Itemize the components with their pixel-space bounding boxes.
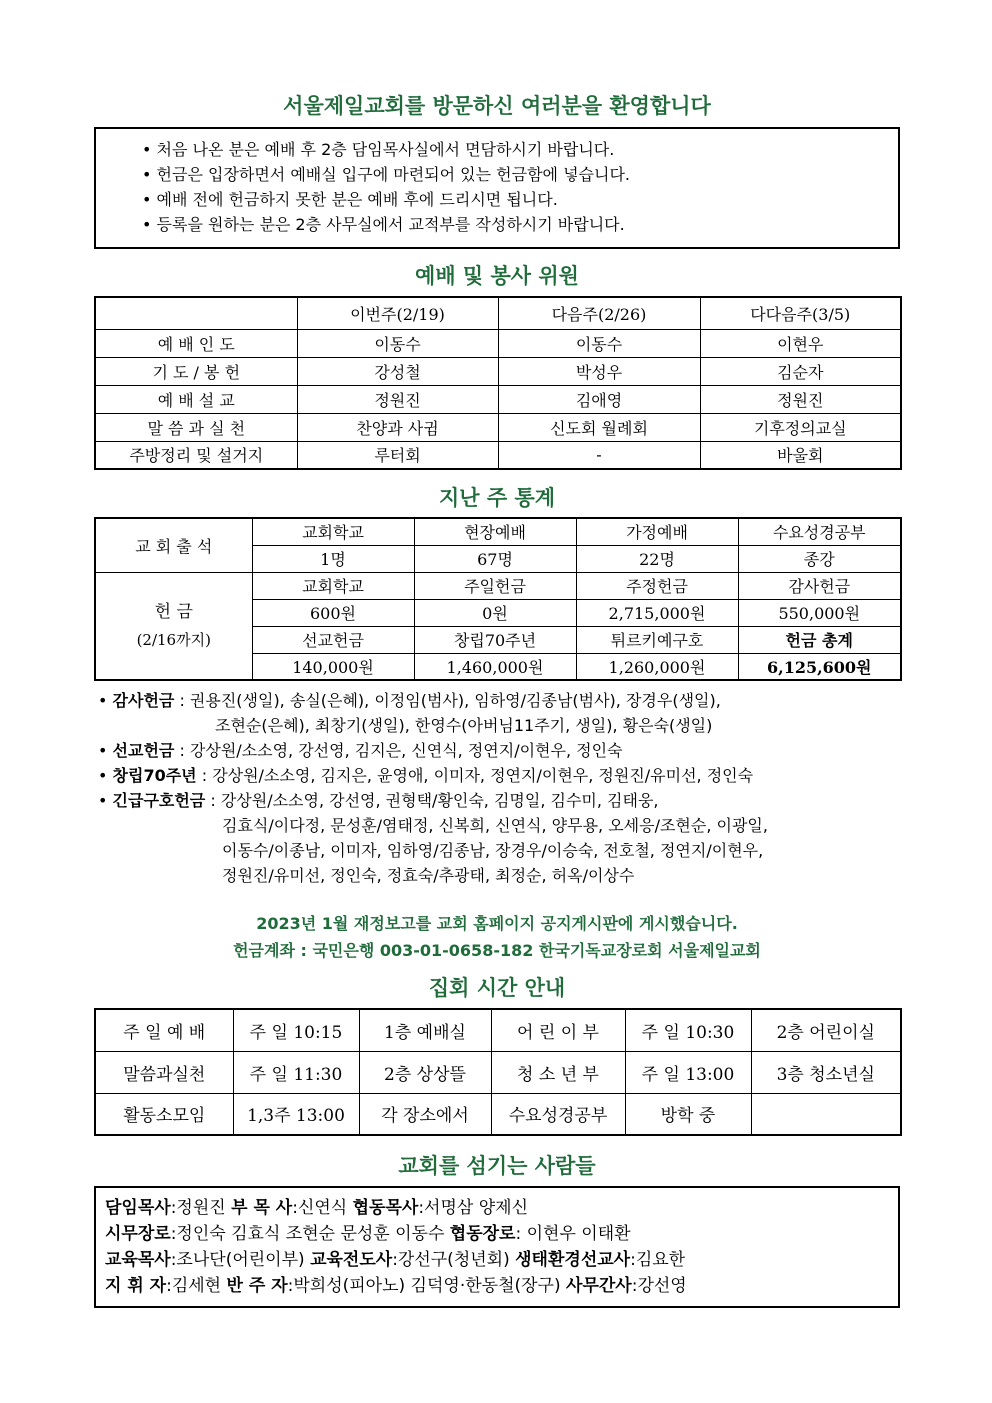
- notice-line: 2023년 1월 재정보고를 교회 홈페이지 공지게시판에 게시했습니다.: [256, 914, 738, 933]
- service-row: 예 배 설 교 정원진 김애영 정원진: [95, 385, 901, 413]
- service-header-row: 이번주(2/19) 다음주(2/26) 다다음주(3/5): [95, 297, 901, 329]
- donor-line: • 긴급구호헌금 : 강상원/소소영, 강선영, 권형택/황인숙, 김명일, 김수미, 김태웅,: [98, 791, 659, 810]
- donor-line: 김효식/이다정, 문성훈/염태정, 신복희, 신연식, 양무용, 오세응/조현순, 이광일,: [222, 816, 768, 835]
- welcome-box: [94, 127, 900, 249]
- attendance-value-row: 1명 67명 22명 종강: [95, 545, 901, 572]
- meeting-row: 주 일 예 배 주 일 10:15 1층 예배실 어 린 이 부 주 일 10:30 2층 어린이실: [95, 1009, 901, 1051]
- donor-line: 정원진/유미선, 정인숙, 정효숙/추광태, 최정순, 허옥/이상수: [222, 866, 635, 885]
- meetings-title: 집회 시간 안내: [428, 976, 566, 1000]
- welcome-item: • 예배 전에 헌금하지 못한 분은 예배 후에 드리시면 됩니다.: [142, 190, 558, 209]
- staff-line: 교육목사:조나단(어린이부) 교육전도사:강선구(청년회) 생태환경선교사:김요한: [105, 1250, 686, 1270]
- service-title: 예배 및 봉사 위원: [415, 264, 579, 288]
- stats-title: 지난 주 통계: [438, 486, 556, 510]
- staff-title: 교회를 섬기는 사람들: [398, 1154, 596, 1178]
- offering-header-row: 헌 금 (2/16까지) 교회학교 주일헌금 주정헌금 감사헌금: [95, 572, 901, 599]
- welcome-title: 서울제일교회를 방문하신 여러분을 환영합니다: [283, 94, 711, 118]
- offering-header-row: 선교헌금 창립70주년 튀르키예구호 헌금 총계: [95, 626, 901, 653]
- notice: [94, 910, 900, 964]
- donors-list: [98, 688, 908, 888]
- service-row: 말 씀 과 실 천 찬양과 사귐 신도회 월례회 기후정의교실: [95, 413, 901, 441]
- donor-line: 조현순(은혜), 최창기(생일), 한영수(아버님11주기, 생일), 황은숙(생일): [215, 716, 713, 735]
- welcome-item: • 헌금은 입장하면서 예배실 입구에 마련되어 있는 헌금함에 넣습니다.: [142, 165, 630, 184]
- service-row: 주방정리 및 설거지 루터회 - 바울회: [95, 441, 901, 469]
- offering-value-row: 600원 0원 2,715,000원 550,000원: [95, 599, 901, 626]
- attendance-label: 교 회 출 석: [95, 518, 252, 572]
- service-row: 예 배 인 도 이동수 이동수 이현우: [95, 329, 901, 357]
- offering-value-row: 140,000원 1,460,000원 1,260,000원 6,125,600원: [95, 653, 901, 680]
- staff-line: 담임목사:정원진 부 목 사:신연식 협동목사:서명삼 양제신: [105, 1198, 528, 1218]
- attendance-header-row: 교 회 출 석 교회학교 현장예배 가정예배 수요성경공부: [95, 518, 901, 545]
- meeting-row: 말씀과실천 주 일 11:30 2층 상상뜰 청 소 년 부 주 일 13:00 3층 청소년실: [95, 1051, 901, 1093]
- staff-box: [94, 1186, 900, 1308]
- meeting-row: 활동소모임 1,3주 13:00 각 장소에서 수요성경공부 방학 중: [95, 1093, 901, 1135]
- welcome-item: • 처음 나온 분은 예배 후 2층 담임목사실에서 면담하시기 바랍니다.: [142, 140, 615, 159]
- meetings-table: [94, 1008, 902, 1136]
- notice-line: 헌금계좌 : 국민은행 003-01-0658-182 한국기독교장로회 서울제일교회: [233, 941, 761, 960]
- stats-table: [94, 517, 902, 681]
- welcome-item: • 등록을 원하는 분은 2층 사무실에서 교적부를 작성하시기 바랍니다.: [142, 215, 625, 234]
- total-label: 헌금 총계: [738, 626, 901, 653]
- offering-label: 헌 금 (2/16까지): [95, 572, 252, 680]
- total-value: 6,125,600원: [738, 653, 901, 680]
- staff-line: 시무장로:정인숙 김효식 조현순 문성훈 이동수 협동장로: 이현우 이태환: [105, 1224, 631, 1244]
- donor-line: • 선교헌금 : 강상원/소소영, 강선영, 김지은, 신연식, 정연지/이현우, 정인숙: [98, 741, 623, 760]
- donor-line: • 감사헌금 : 권용진(생일), 송실(은혜), 이정임(범사), 임하영/김종남(범사), 장경우(생일),: [98, 691, 721, 710]
- service-row: 기 도 / 봉 헌 강성철 박성우 김순자: [95, 357, 901, 385]
- donor-line: 이동수/이종남, 이미자, 임하영/김종남, 장경우/이승숙, 전호철, 정연지/이현우,: [222, 841, 764, 860]
- staff-line: 지 휘 자:김세현 반 주 자:박희성(피아노) 김덕영·한동철(장구) 사무간사:강선영: [105, 1276, 687, 1296]
- donor-line: • 창립70주년 : 강상원/소소영, 김지은, 윤영애, 이미자, 정연지/이현우, 정원진/유미선, 정인숙: [98, 766, 754, 785]
- service-table: [94, 296, 902, 470]
